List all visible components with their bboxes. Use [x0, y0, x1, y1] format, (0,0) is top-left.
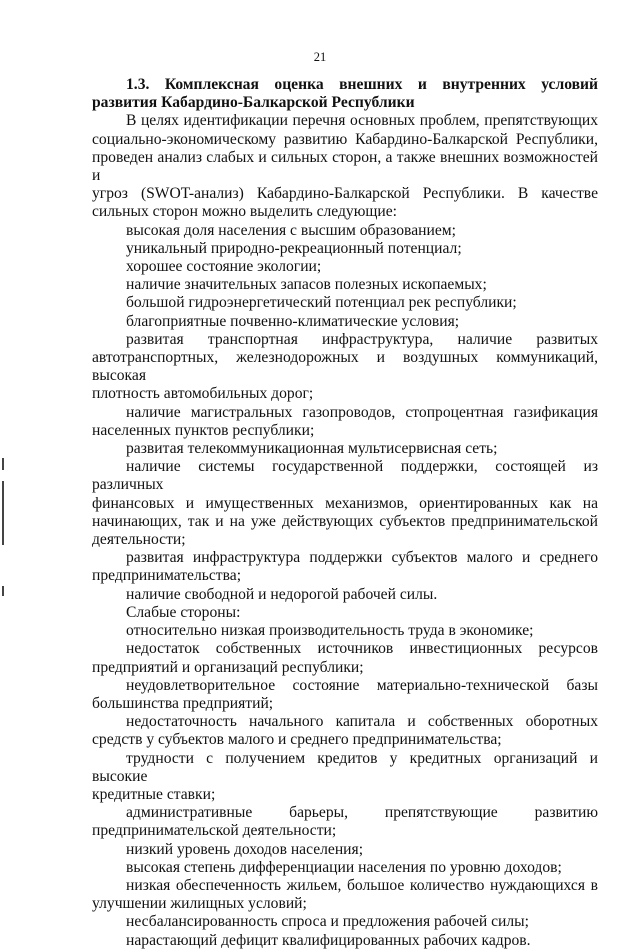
weakness-item-line: трудности с получением кредитов у кредитных организаций и высокие	[92, 749, 598, 785]
strength-item-line: начинающих, так и на уже действующих субъектов предпринимательской	[92, 512, 598, 530]
intro-line: проведен анализ слабых и сильных сторон, а также внешних возможностей и	[92, 148, 598, 185]
strength-item-line: наличие магистральных газопроводов, стопроцентная газификация	[126, 403, 598, 421]
intro-line: социально-экономическому развитию Кабардино-Балкарской Республики,	[92, 130, 598, 148]
strength-item-line: развитая транспортная инфраструктура, наличие развитых	[126, 330, 598, 348]
weakness-item-line: улучшении жилищных условий;	[92, 895, 307, 913]
weakness-item: низкий уровень доходов населения;	[126, 840, 364, 858]
weakness-item: относительно низкая производительность труда в экономике;	[126, 622, 534, 640]
strength-item-line: развитая инфраструктура поддержки субъектов малого и среднего	[126, 549, 598, 567]
weakness-item: несбалансированность спроса и предложения рабочей силы;	[126, 913, 529, 931]
strength-item-line: населенных пунктов республики;	[92, 421, 315, 439]
strength-item-line: наличие системы государственной поддержки, состоящей из различных	[92, 458, 598, 494]
strength-item: развитая телекоммуникационная мультисервисная сеть;	[126, 440, 498, 458]
weakness-item-line: недостаточность начального капитала и собственных оборотных	[126, 713, 598, 731]
scan-margin-mark	[2, 458, 4, 470]
weakness-item-line: предприятий и организаций республики;	[92, 658, 364, 676]
section-heading-line: 1.3. Комплексная оценка внешних и внутренних условий	[126, 76, 598, 93]
weakness-item-line: неудовлетворительное состояние материально-технической базы	[126, 676, 598, 694]
intro-line: сильных сторон можно выделить следующие:	[92, 203, 397, 221]
weakness-item-line: административные барьеры, препятствующие развитию	[126, 804, 598, 822]
weakness-item-line: низкая обеспеченность жильем, большое количество нуждающихся в	[126, 876, 598, 894]
strength-item: наличие значительных запасов полезных ископаемых;	[126, 276, 487, 294]
scan-margin-mark	[2, 481, 4, 545]
section-heading-line: развития Кабардино-Балкарской Республики	[92, 94, 415, 112]
strength-item-line: деятельности;	[92, 531, 186, 549]
weaknesses-title: Слабые стороны:	[126, 603, 241, 621]
weakness-item-line: предпринимательской деятельности;	[92, 822, 337, 840]
weakness-item-line: кредитные ставки;	[92, 785, 216, 803]
strength-item-line: предпринимательства;	[92, 567, 242, 585]
weakness-item-line: недостаток собственных источников инвестиционных ресурсов	[126, 640, 598, 658]
strength-item-line: плотность автомобильных дорог;	[92, 385, 314, 403]
strength-item: хорошее состояние экологии;	[126, 258, 322, 276]
weakness-item-line: большинства предприятий;	[92, 694, 274, 712]
strength-item-line: автотранспортных, железнодорожных и воздушных коммуникаций, высокая	[92, 349, 598, 385]
weakness-item: высокая степень дифференциации населения по уровню доходов;	[126, 858, 562, 876]
page-number: 21	[313, 50, 327, 64]
strength-item-line: финансовых и имущественных механизмов, ориентированных как на	[92, 494, 598, 512]
intro-line: угроз (SWOT-анализ) Кабардино-Балкарской Республики. В качестве	[92, 185, 598, 203]
strength-item: большой гидроэнергетический потенциал рек республики;	[126, 294, 517, 312]
strength-item: благоприятные почвенно-климатические условия;	[126, 312, 460, 330]
scan-margin-mark	[2, 586, 4, 596]
strength-item: наличие свободной и недорогой рабочей силы.	[126, 585, 438, 603]
strength-item: уникальный природно-рекреационный потенциал;	[126, 239, 462, 257]
strength-item: высокая доля населения с высшим образованием;	[126, 221, 456, 239]
weakness-item: нарастающий дефицит квалифицированных рабочих кадров.	[126, 931, 531, 949]
weakness-item-line: средств у субъектов малого и среднего предпринимательства;	[92, 731, 502, 749]
intro-line: В целях идентификации перечня основных проблем, препятствующих	[126, 112, 598, 130]
document-body	[92, 76, 598, 950]
